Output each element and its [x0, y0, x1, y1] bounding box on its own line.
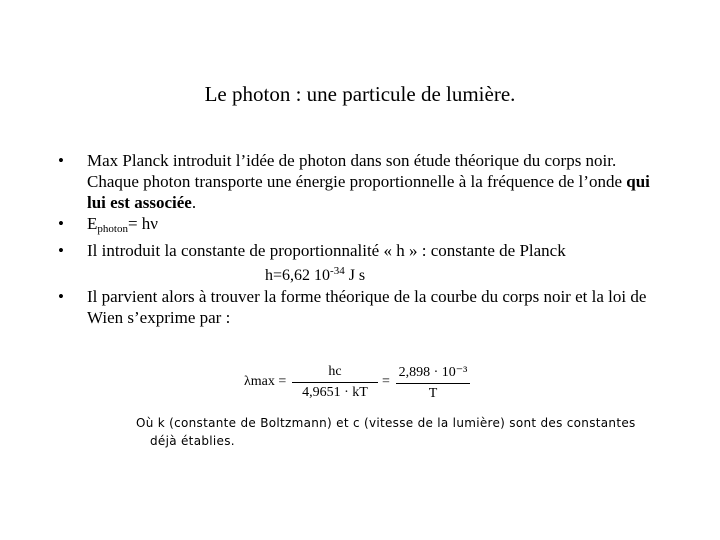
fraction-2-denominator: T	[428, 386, 438, 401]
energy-symbol: E	[87, 214, 98, 233]
bullet-wien-law	[58, 286, 668, 328]
bullet-icon: •	[58, 151, 64, 170]
bullet-text: Max Planck introduit l’idée de photon dans son étude théorique du corps noir. Chaque photon transporte une énergie proportionnelle à la fréquence de l’onde	[87, 151, 622, 191]
bullet-icon: •	[58, 214, 64, 233]
fraction-1-denominator: 4,9651 · kT	[302, 385, 368, 400]
planck-value-base: h=6,62 10	[265, 267, 331, 284]
footnote	[136, 414, 656, 450]
slide-title: Le photon : une particule de lumière.	[204, 82, 516, 106]
planck-value	[87, 261, 668, 286]
planck-exponent: -34	[330, 265, 345, 277]
bullet-text: Il introduit la constante de proportionnalité « h » : constante de Planck	[87, 241, 566, 260]
energy-rest: = hν	[127, 214, 158, 233]
bullet-energy-formula	[58, 213, 668, 240]
formula-equals: =	[382, 374, 390, 389]
bullet-planck-photon	[58, 150, 668, 213]
bullet-icon: •	[58, 287, 64, 306]
bullet-text: Il parvient alors à trouver la forme théorique de la courbe du corps noir et la loi de Wien s’exprime par :	[87, 287, 647, 327]
fraction-1-bar	[292, 382, 378, 383]
bullet-icon: •	[58, 241, 64, 260]
energy-subscript: photon	[97, 223, 128, 235]
footnote-line-1: Où k (constante de Boltzmann) et c (vitesse de la lumière) sont des constantes	[136, 416, 636, 430]
bullet-list	[58, 150, 668, 328]
fraction-1-numerator: hc	[328, 364, 342, 379]
bullet-end: .	[191, 193, 197, 212]
planck-unit: J s	[344, 267, 366, 284]
bullet-planck-constant	[58, 240, 668, 286]
formula-fraction-1	[292, 364, 378, 401]
formula-lhs: λmax =	[244, 374, 287, 389]
bullet-bold-text: qui lui est associée	[87, 172, 650, 212]
footnote-line-2: déjà établies.	[150, 434, 235, 448]
formula-fraction-2	[396, 364, 470, 402]
fraction-2-numerator: 2,898 · 10⁻³	[398, 365, 468, 380]
fraction-2-bar	[396, 383, 470, 384]
